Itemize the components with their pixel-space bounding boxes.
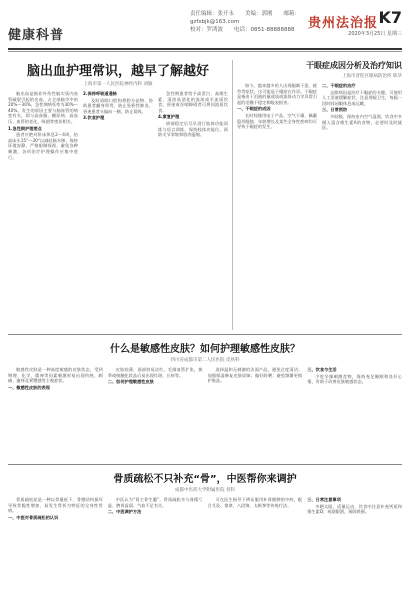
- article-dry-eye: [237, 60, 402, 330]
- subheading: 三、饮食与生活: [307, 367, 337, 372]
- paragraph: 骨质疏松症是一种以骨量低下、骨微结构损坏导致骨脆性增加、易发生骨折为特征的全身性骨病。: [8, 497, 103, 514]
- subheading: 一、敏感性皮肤的表现: [8, 384, 50, 390]
- subheading: 3.饮食护理: [83, 115, 105, 121]
- subheading: 一、干眼症的成因: [237, 106, 271, 112]
- article-headline: 干眼症成因分析及治疗知识: [306, 61, 402, 70]
- paragraph: 可在医生指导下辨证服用补肾健脾的中药，配合艾灸、推拿、八段锦、太极拳等传统疗法。: [207, 497, 303, 508]
- article-column: [83, 91, 153, 331]
- editor-line: 责任编辑：张开永 美编：郭刚 邮箱：gzfxbjk@163.com: [190, 11, 301, 25]
- article-column: [108, 367, 203, 459]
- article-column: [307, 367, 402, 459]
- subheading: 二、中医调护方法: [107, 509, 142, 515]
- paragraph: 急性期患者给予高蛋白、高维生素、清淡易消化的流质或半流质饮食，昏迷或吞咽障碍者可鼻饲流质饮食。: [158, 91, 228, 113]
- paragraph: 病情稳定后尽早进行肢体功能训练与语言训练，保持肢体功能位，预防关节挛缩和肌肉萎缩。: [158, 120, 228, 138]
- article-column: [237, 83, 317, 323]
- article-column: [8, 367, 103, 459]
- article-headline: 脑出血护理常识，越早了解越好: [26, 64, 209, 79]
- page-header: [8, 6, 402, 54]
- paragraph: 患者应绝对卧床休息2～4周，抬高床头15°～30°以减轻脑水肿。保持环境安静，严格限制探视，避免各种刺激，各项治疗护理操作应集中进行。: [8, 132, 78, 160]
- paragraph: 少吃辛辣刺激食物，保持充足睡眠和良好心情，有助于改善皮肤敏感状态。: [307, 373, 402, 385]
- paragraph: 脑出血是指非外伤性脑实质内血管破裂引起的出血，占全部脑卒中的20%～30%，急性期病死率为30%～40%。发生的原因主要与脑血管的病变有关，即与高血脂、糖尿病、高血压、血管的老化、吸烟等密切相关。: [8, 91, 78, 124]
- paragraph: 长时间使用电子产品、空气干燥、佩戴隐形眼镜、年龄增长及某些全身性疾病均可导致干眼症的发生。: [237, 112, 317, 130]
- header-rule: [8, 48, 402, 50]
- article-sensitive-skin: [8, 340, 402, 460]
- subheading: 二、干眼症的治疗: [322, 83, 356, 88]
- section-title: 健康科普: [8, 28, 65, 43]
- article-headline: 什么是敏感性皮肤？如何护理敏感性皮肤？: [110, 344, 300, 355]
- article-osteoporosis: [8, 470, 402, 594]
- article-column: [208, 497, 303, 593]
- paragraph: 中医认为“肾主骨生髓”，骨质疏松多与肾精亏虚、脾胃虚弱、气血不足有关。: [107, 497, 203, 508]
- subheading: 2.保持呼吸道通畅: [83, 91, 117, 96]
- paragraph: 选择温和无刺激的洁面产品，避免过度清洁；加强保湿修复皮肤屏障；做好防晒；避免频繁更换护肤品。: [207, 367, 303, 384]
- article-column: [208, 367, 303, 459]
- section-divider: [8, 464, 402, 465]
- article-headline: 骨质疏松不只补充“骨”，中医帮你来调护: [113, 474, 297, 485]
- article-byline: 上海市普陀区眼病防治所 陈华: [342, 74, 402, 79]
- newspaper-masthead: 贵州法治报: [308, 16, 379, 31]
- header-rule-thin: [8, 51, 402, 52]
- paragraph: 多晒太阳，适量运动，饮食中注意补充钙质和维生素D，戒烟限酒，预防跌倒。: [307, 503, 402, 515]
- subheading: 1.急性期护理要点: [8, 125, 42, 131]
- article-column: [108, 497, 203, 593]
- subheading: 二、如何护理敏感性皮肤: [107, 379, 154, 385]
- article-column: [322, 83, 402, 323]
- article-column: [158, 91, 228, 331]
- subheading: 三、日常预防: [322, 107, 348, 113]
- subheading: 三、日常注意事项: [307, 497, 341, 502]
- paragraph: 去除病因是治疗干眼症的关键。可使用人工泪液缓解症状，注意用眼卫生，每隔一段时间闭眼休息或远眺。: [322, 89, 402, 106]
- subheading: 4.康复护理: [158, 114, 180, 120]
- article-byline: 四川省成都市第二人民医院 皮肤科: [170, 358, 240, 363]
- paragraph: 如今，越来越多的人出现眼睛干涩、疲劳等症状，这可能是干眼症在作祟。干眼症是指由于泪液的量或质或流体动力学异常引起的泪膜不稳定和眼表损害。: [237, 83, 317, 105]
- page-number: K7: [378, 8, 402, 27]
- paragraph: 敏感性皮肤是一种高度敏感的皮肤状态，受到物理、化学、精神等因素刺激时易出现灼热、刺痛、瘙痒及紧绷感等主观症状。: [8, 367, 103, 384]
- subheading: 一、中医对骨质疏松的认识: [8, 514, 59, 520]
- article-column: [8, 91, 78, 331]
- article-column: [8, 497, 103, 593]
- section-divider: [8, 334, 402, 335]
- paragraph: 皮肤较薄，面部容易泛红，毛细血管扩张，换季或接触化妆品后易出现红斑、丘疹等。: [107, 367, 203, 378]
- article-column: [307, 497, 402, 593]
- article-byline: 成都中医药大学附属医院 骨科: [175, 488, 235, 493]
- column-divider: [232, 60, 233, 330]
- proof-line: 校对：罗鸿波 电话：0851-88888888: [190, 27, 295, 33]
- article-brain-hemorrhage: [8, 60, 228, 330]
- issue-date: 2020年3月25日 星期三: [348, 31, 402, 37]
- editor-info: [190, 10, 310, 34]
- paragraph: 及时清除口腔和鼻腔分泌物，协助患者翻身叩背，防止坠积性肺炎。昏迷患者头偏向一侧，防止误吸。: [83, 97, 153, 114]
- article-byline: 上海市第一人民医院神经内科 刘敏: [83, 82, 153, 87]
- paragraph: 多眨眼，保持室内空气湿润，饮食中多摄入富含维生素A的食物，必要时及时就医。: [322, 113, 402, 131]
